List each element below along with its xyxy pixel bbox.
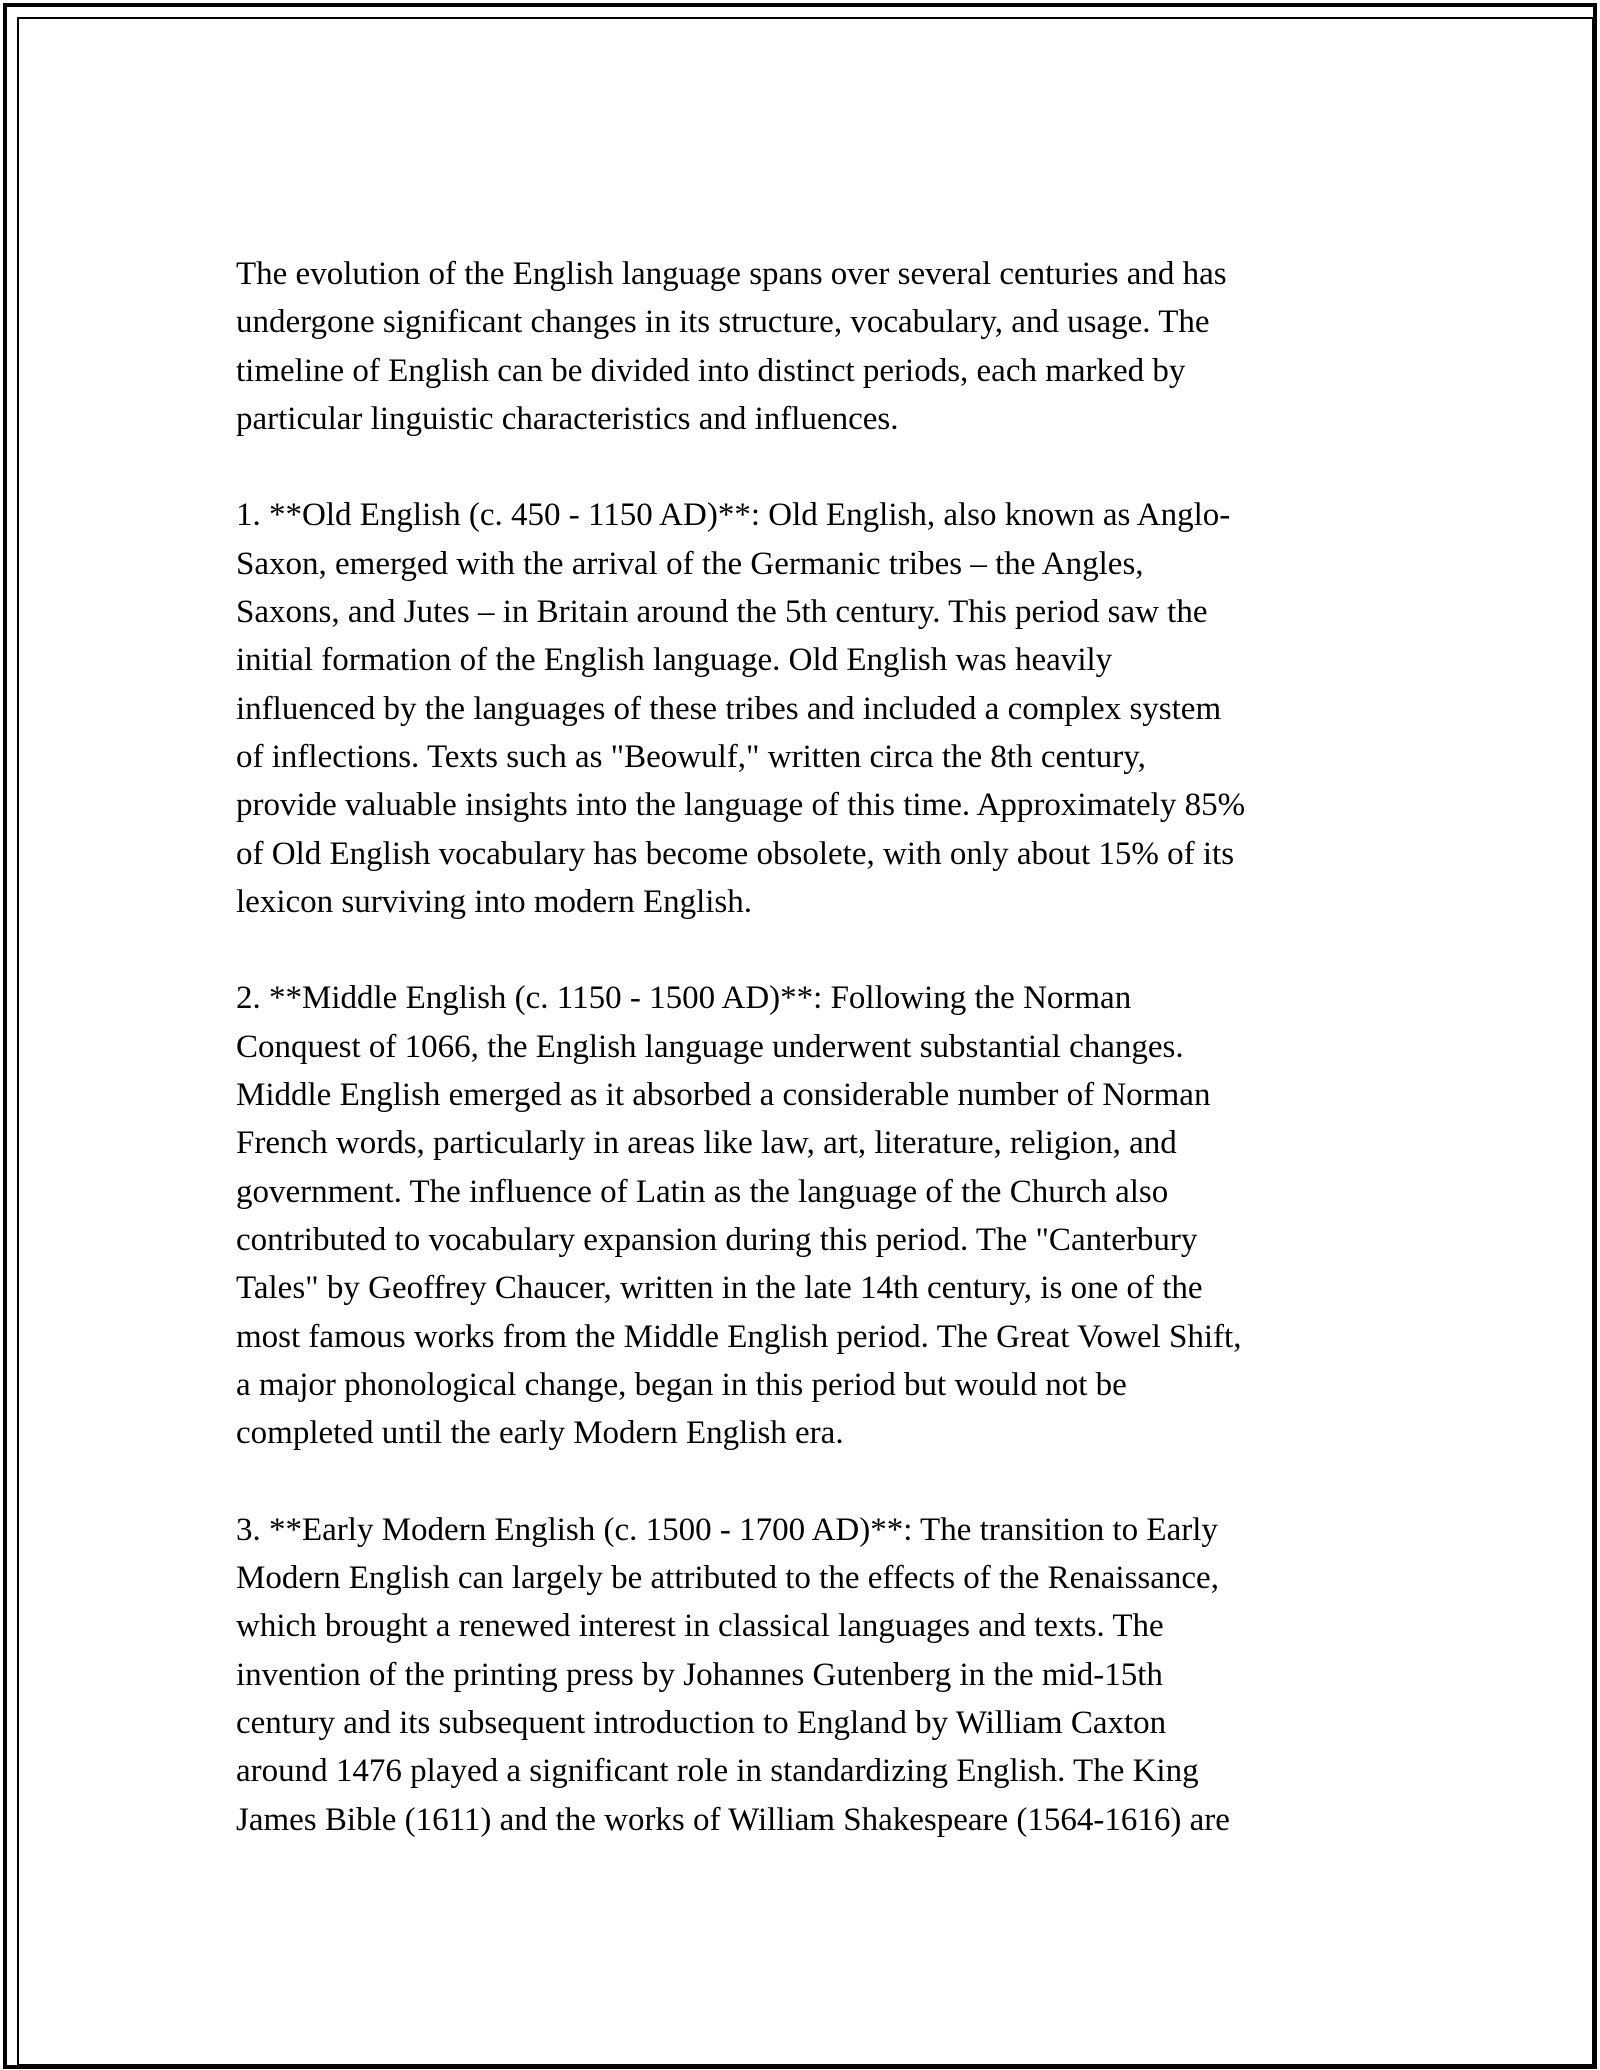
text-line: French words, particularly in areas like law, art, literature, religion, and — [236, 1125, 1177, 1162]
text-line: of Old English vocabulary has become obsolete, with only about 15% of its — [236, 835, 1235, 872]
old-english-paragraph — [236, 491, 1376, 926]
document-body — [236, 250, 1376, 1892]
text-line: which brought a renewed interest in classical languages and texts. The — [236, 1608, 1164, 1645]
text-line: Saxons, and Jutes – in Britain around the 5th century. This period saw the — [236, 594, 1208, 631]
text-line: Modern English can largely be attributed to the effects of the Renaissance, — [236, 1560, 1219, 1597]
text-line: a major phonological change, began in this period but would not be — [236, 1366, 1127, 1403]
text-line: invention of the printing press by Johannes Gutenberg in the mid-15th — [236, 1656, 1163, 1693]
text-line: Tales" by Geoffrey Chaucer, written in the late 14th century, is one of the — [236, 1270, 1203, 1307]
text-line: The evolution of the English language spans over several centuries and has — [236, 256, 1227, 292]
text-line: century and its subsequent introduction to England by William Caxton — [236, 1704, 1167, 1741]
text-line: provide valuable insights into the language of this time. Approximately 85% — [236, 787, 1246, 824]
text-line: 3. **Early Modern English (c. 1500 - 1700 AD)**: The transition to Early — [236, 1511, 1218, 1548]
text-line: undergone significant changes in its structure, vocabulary, and usage. The — [236, 304, 1210, 341]
text-line: Saxon, emerged with the arrival of the Germanic tribes – the Angles, — [236, 545, 1144, 582]
text-line: 1. **Old English (c. 450 - 1150 AD)**: Old English, also known as Anglo- — [236, 497, 1231, 534]
text-line: most famous works from the Middle English period. The Great Vowel Shift, — [236, 1318, 1242, 1355]
text-line: contributed to vocabulary expansion during this period. The "Canterbury — [236, 1221, 1198, 1258]
text-line: completed until the early Modern English era. — [236, 1415, 844, 1452]
text-line: Middle English emerged as it absorbed a considerable number of Norman — [236, 1077, 1211, 1114]
text-line: timeline of English can be divided into distinct periods, each marked by — [236, 352, 1186, 389]
text-line: influenced by the languages of these tribes and included a complex system — [236, 690, 1222, 727]
text-line: around 1476 played a significant role in standardizing English. The King — [236, 1753, 1199, 1790]
text-line: of inflections. Texts such as "Beowulf," written circa the 8th century, — [236, 738, 1146, 775]
middle-english-paragraph — [236, 974, 1376, 1457]
text-line: initial formation of the English language. Old English was heavily — [236, 642, 1113, 679]
text-line: lexicon surviving into modern English. — [236, 883, 753, 920]
text-line: Conquest of 1066, the English language underwent substantial changes. — [236, 1028, 1184, 1065]
text-line: government. The influence of Latin as the language of the Church also — [236, 1173, 1169, 1210]
text-line: James Bible (1611) and the works of William Shakespeare (1564-1616) are — [236, 1801, 1230, 1838]
text-line: 2. **Middle English (c. 1150 - 1500 AD)**: Following the Norman — [236, 980, 1132, 1017]
intro-paragraph — [236, 250, 1376, 443]
text-line: particular linguistic characteristics and influences. — [236, 400, 899, 437]
early-modern-english-paragraph — [236, 1506, 1376, 1844]
